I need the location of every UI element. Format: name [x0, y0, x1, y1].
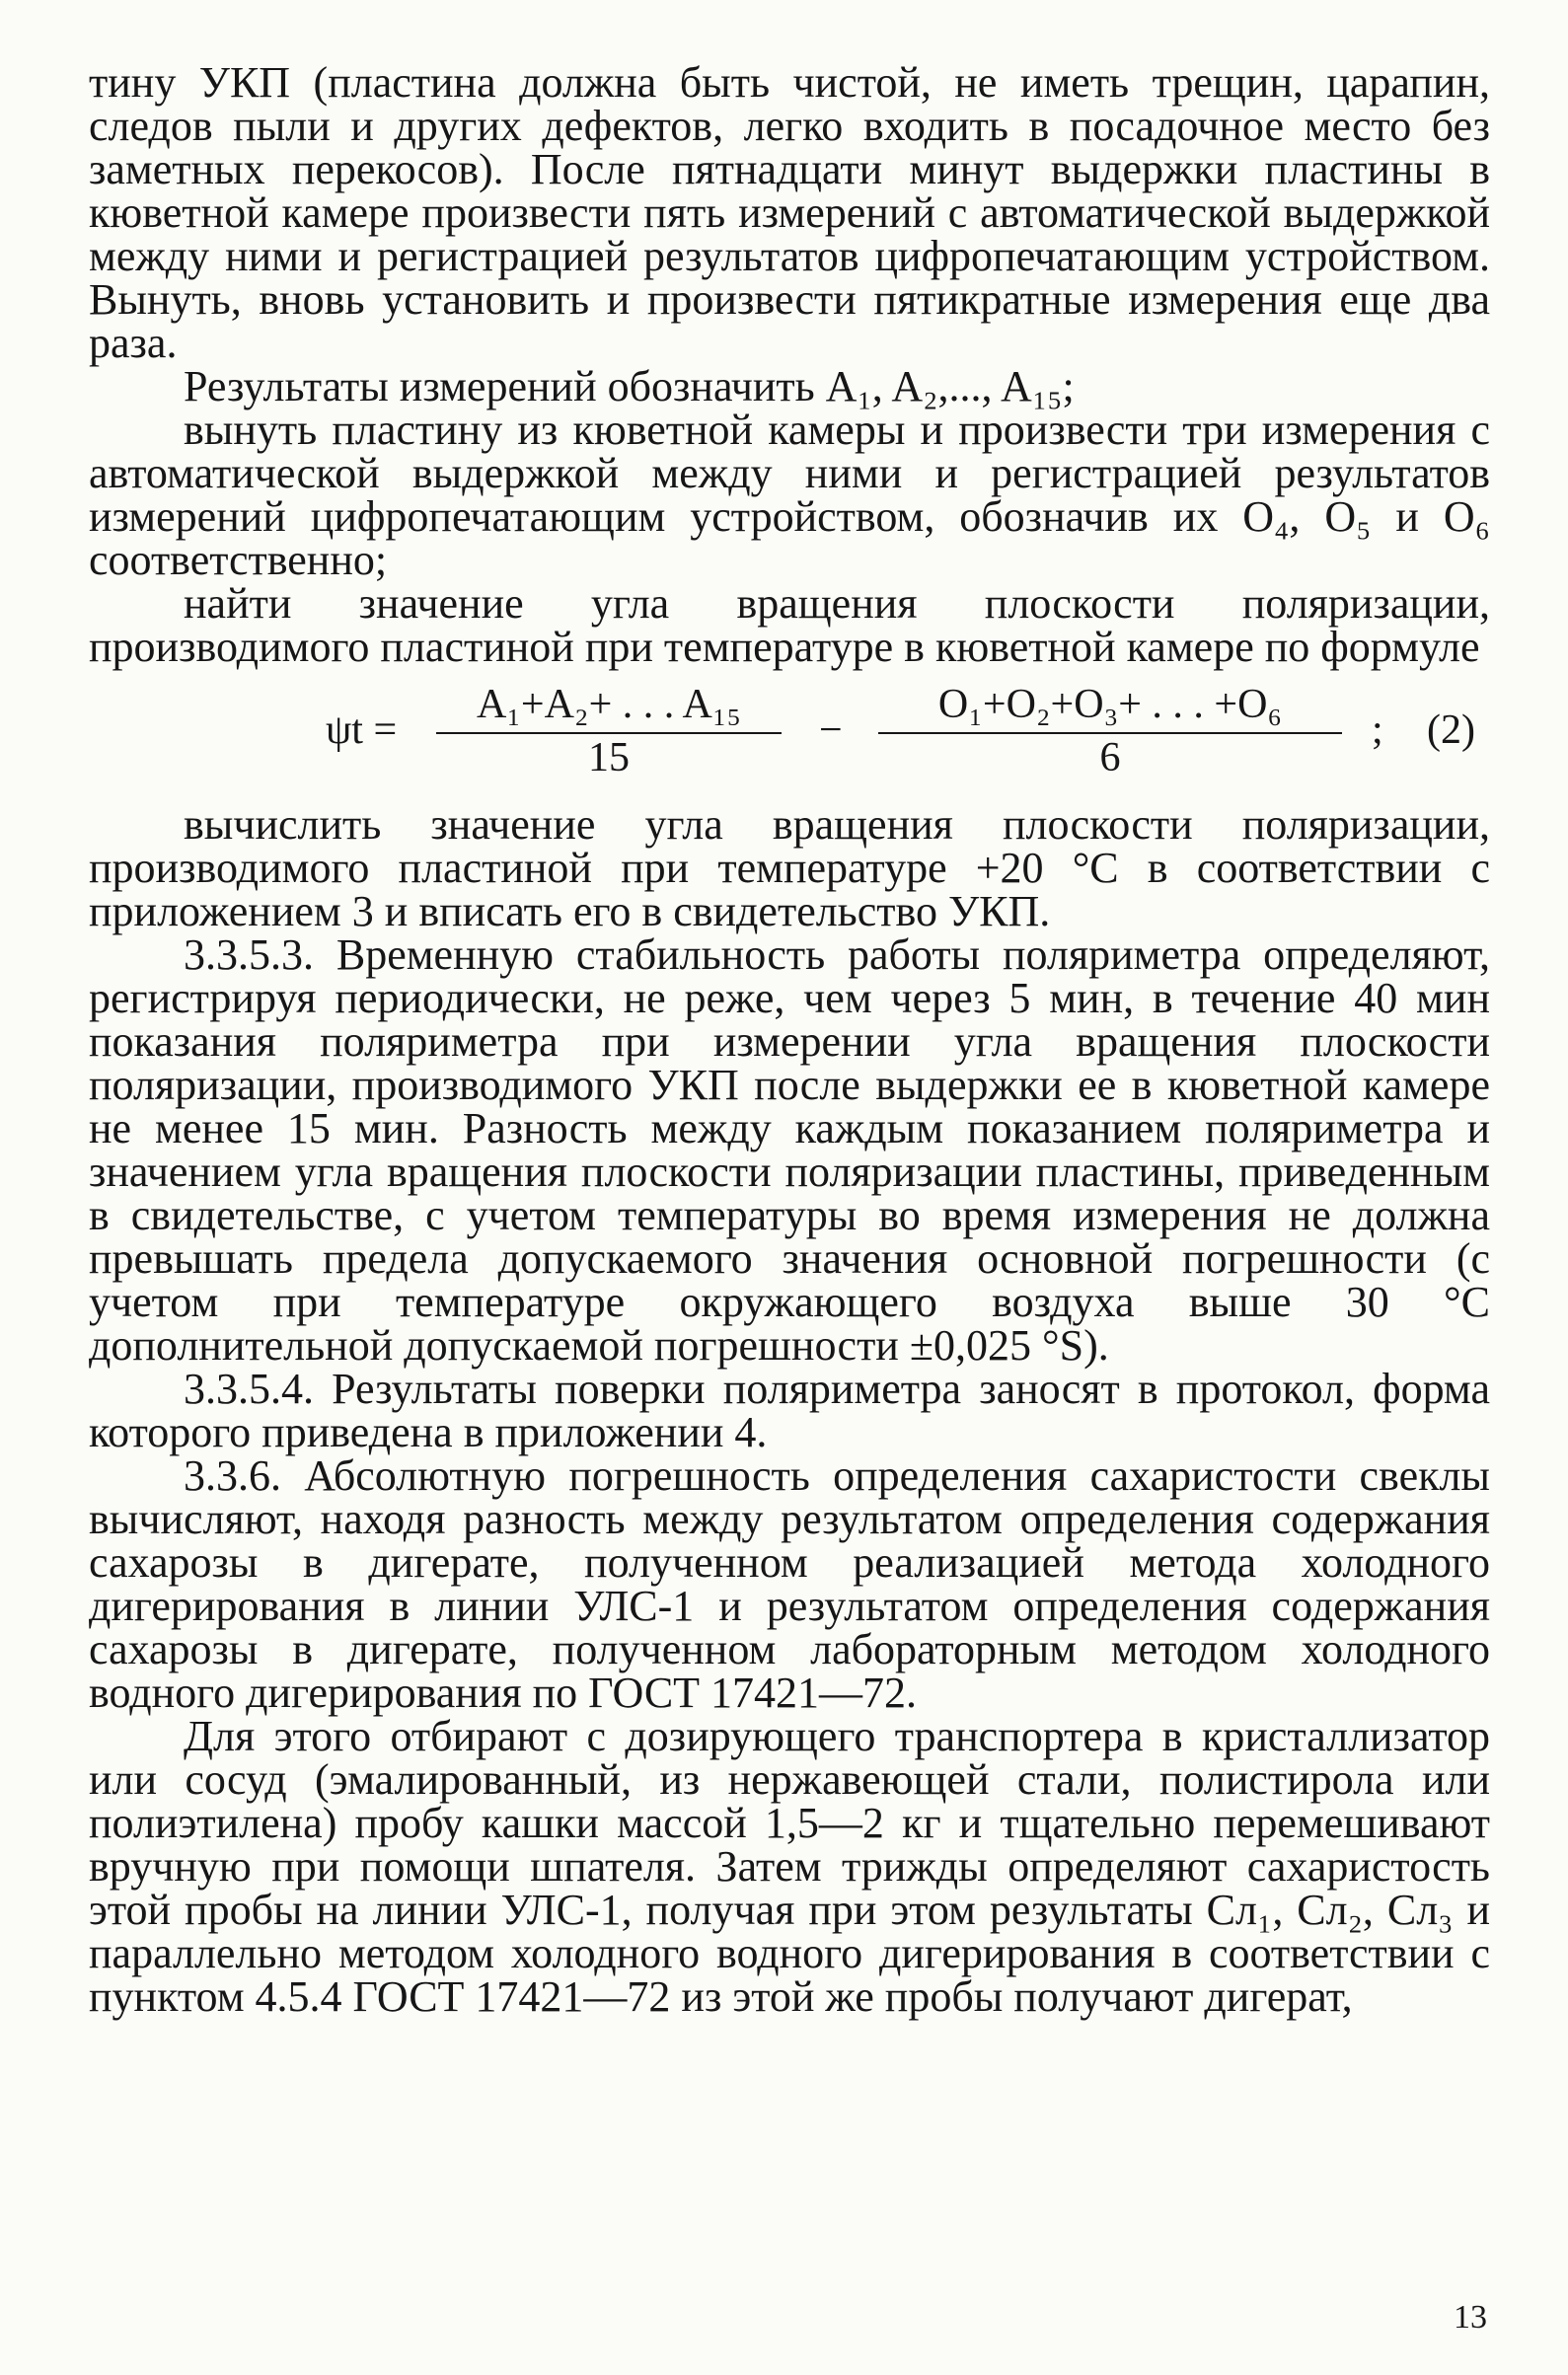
fraction-a-numerator: A₁+A₂+ . . . A₁₅	[436, 681, 782, 734]
formula-lhs: ψt =	[326, 707, 398, 753]
paragraph: тину УКП (пластина должна быть чистой, не иметь трещин, царапин, следов пыли и других дефектов, легко входить в посадочное место без заметных перекосов). После пятнадцати минут выдержки пластины в кюветной камере произвести пять измерений с автоматической выдержкой между ними и регистрацией результатов цифропечатающим устройством. Вынуть, вновь установить и произвести пятикратные измерения еще два раза.	[89, 58, 1490, 367]
fraction-o-numerator: O₁+O₂+O₃+ . . . +O₆	[878, 681, 1342, 734]
formula-2	[89, 681, 1490, 797]
paragraph: 3.3.5.3. Временную стабильность работы поляриметра определяют, регистрируя периодически, не реже, чем через 5 мин, в течение 40 мин показания поляриметра при измерении угла вращения плоскости поляризации, производимого УКП после выдержки ее в кюветной камере не менее 15 мин. Разность между каждым показанием поляриметра и значением угла вращения плоскости поляризации пластины, приведенным в свидетельстве, с учетом температуры во время измерения не должна превышать предела допускаемого значения основной погрешности (с учетом при температуре окружающего воздуха выше 30 °С дополнительной допускаемой погрешности ±0,025 °S).	[89, 930, 1490, 1370]
fraction-o-denominator: 6	[1099, 735, 1121, 780]
paragraph: 3.3.5.4. Результаты поверки поляриметра заносят в протокол, форма которого приведена в приложении 4.	[89, 1365, 1490, 1456]
formula-semicolon: ;	[1372, 707, 1383, 753]
paragraph: 3.3.6. Абсолютную погрешность определения сахаристости свеклы вычисляют, находя разность между результатом определения содержания сахарозы в дигерате, полученном реализацией метода холодного дигерирования в линии УЛС-1 и результатом определения содержания сахарозы в дигерате, полученном лабораторным методом холодного водного дигерирования по ГОСТ 17421—72.	[89, 1451, 1490, 1717]
paragraph: Для этого отбирают с дозирующего транспортера в кристаллизатор или сосуд (эмалированный, из нержавеющей стали, полистирола или полиэтилена) пробу кашки массой 1,5—2 кг и тщательно перемешивают вручную при помощи шпателя. Затем трижды определяют сахаристость этой пробы на линии УЛС-1, получая при этом результаты Сл₁, Сл₂, Сл₃ и параллельно методом холодного водного дигерирования в соответствии с пунктом 4.5.4 ГОСТ 17421—72 из этой же пробы получают дигерат,	[89, 1712, 1490, 2021]
paragraph: вычислить значение угла вращения плоскости поляризации, производимого пластиной при температуре +20 °С в соответствии с приложением 3 и вписать его в свидетельство УКП.	[89, 800, 1490, 935]
paragraph: вынуть пластину из кюветной камеры и произвести три измерения с автоматической выдержкой между ними и регистрацией результатов измерений цифропечатающим устройством, обозначив их O₄, O₅ и O₆ соответственно;	[89, 406, 1490, 584]
fraction-o	[878, 681, 1342, 781]
paragraph: найти значение угла вращения плоскости поляризации, производимого пластиной при температуре в кюветной камере по формуле	[89, 579, 1490, 671]
fraction-a-denominator: 15	[588, 735, 630, 780]
paragraph: Результаты измерений обозначить A₁, A₂,..., A₁₅;	[184, 362, 1075, 410]
fraction-a	[436, 681, 782, 781]
page-number: 13	[1454, 2299, 1487, 2336]
body-text	[89, 58, 1490, 2021]
formula-number: (2)	[1427, 707, 1475, 753]
minus-sign: −	[819, 707, 843, 753]
